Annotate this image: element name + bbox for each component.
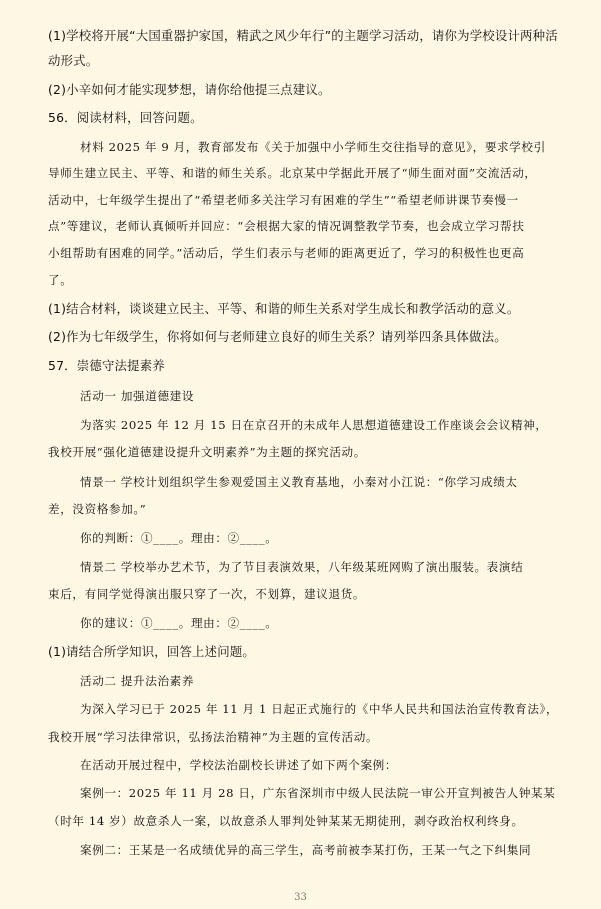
scenario2-line1: 情景二 学校举办艺术节，为了节目表演效果，八年级某班网购了演出服装。表演结 [80, 560, 524, 574]
activity2-cases-intro: 在活动开展过程中，学校法治副校长讲述了如下两个案例： [80, 758, 398, 772]
activity2-intro-line1: 为深入学习已于 2025 年 11 月 1 日起正式施行的《中华人民共和国法治宣传教育法》， [80, 702, 559, 716]
q55-part1-line2: 动形式。 [48, 53, 99, 68]
q56-material-line1: 材料 2025 年 9 月，教育部发布《关于加强中小学师生交往指导的意见》，要求学校引 [80, 140, 546, 154]
activity1-intro-line2: 我校开展“强化道德建设提升文明素养”为主题的探究活动。 [48, 445, 366, 459]
activity2-intro-line2: 我校开展“学习法律常识，弘扬法治精神”为主题的宣传活动。 [48, 730, 379, 744]
q57-heading: 57．崇德守法提素养 [48, 358, 165, 373]
q56-heading: 56．阅读材料，回答问题。 [48, 110, 203, 125]
q56-part2: (2)作为七年级学生，你将如何与老师建立良好的师生关系？请列举四条具体做法。 [48, 329, 507, 344]
scenario2-answer: 你的建议：①____。理由：②____。 [80, 616, 278, 630]
activity2-title: 活动二 提升法治素养 [80, 674, 195, 688]
case1-line2: （时年 14 岁）故意杀人一案，以故意杀人罪判处钟某某无期徒刑，剥夺政治权利终身。 [48, 814, 524, 828]
q56-material-line3: 活动中，七年级学生提出了“希望老师多关注学习有困难的学生”“希望老师讲课节奏慢一 [48, 193, 519, 207]
q56-part1: (1)结合材料，谈谈建立民主、平等、和谐的师生关系对学生成长和教学活动的意义。 [48, 301, 520, 316]
q55-part1-line1: (1)学校将开展“大国重器护家国，精武之风少年行”的主题学习活动，请你为学校设计两种活 [48, 28, 558, 43]
q56-material-line2: 导师生建立民主、平等、和谐的师生关系。北京某中学据此开展了“师生面对面”交流活动， [48, 166, 537, 180]
activity1-title: 活动一 加强道德建设 [80, 389, 195, 403]
activity1-intro-line1: 为落实 2025 年 12 月 15 日在京召开的未成年人思想道德建设工作座谈会会议精神， [80, 418, 548, 432]
q56-material-line6: 了。 [48, 273, 73, 287]
case2-line1: 案例二：王某是一名成绩优异的高三学生，高考前被李某打伤，王某一气之下纠集同 [80, 843, 532, 857]
q56-material-line5: 小组帮助有困难的同学。”活动后，学生们表示与老师的距离更近了，学习的积极性也更高 [48, 246, 525, 260]
scenario1-line2: 差，没资格参加。” [48, 502, 147, 516]
scenario1-answer: 你的判断：①____。理由：②____。 [80, 531, 278, 545]
page-number: 33 [294, 892, 307, 903]
scenario2-line2: 束后，有同学觉得演出服只穿了一次，不划算，建议退货。 [48, 587, 366, 601]
q56-material-line4: 点”等建议，老师认真倾听并回应：“会根据大家的情况调整教学节奏，也会成立学习帮扶 [48, 219, 525, 233]
q57-part1: (1)请结合所学知识，回答上述问题。 [48, 644, 256, 659]
scenario1-line1: 情景一 学校计划组织学生参观爱国主义教育基地，小秦对小江说：“你学习成绩太 [80, 475, 518, 489]
case1-line1: 案例一：2025 年 11 月 28 日，广东省深圳市中级人民法院一审公开宣判被告人钟某某 [80, 786, 556, 800]
q55-part2: (2)小辛如何才能实现梦想，请你给他提三点建议。 [48, 82, 331, 97]
